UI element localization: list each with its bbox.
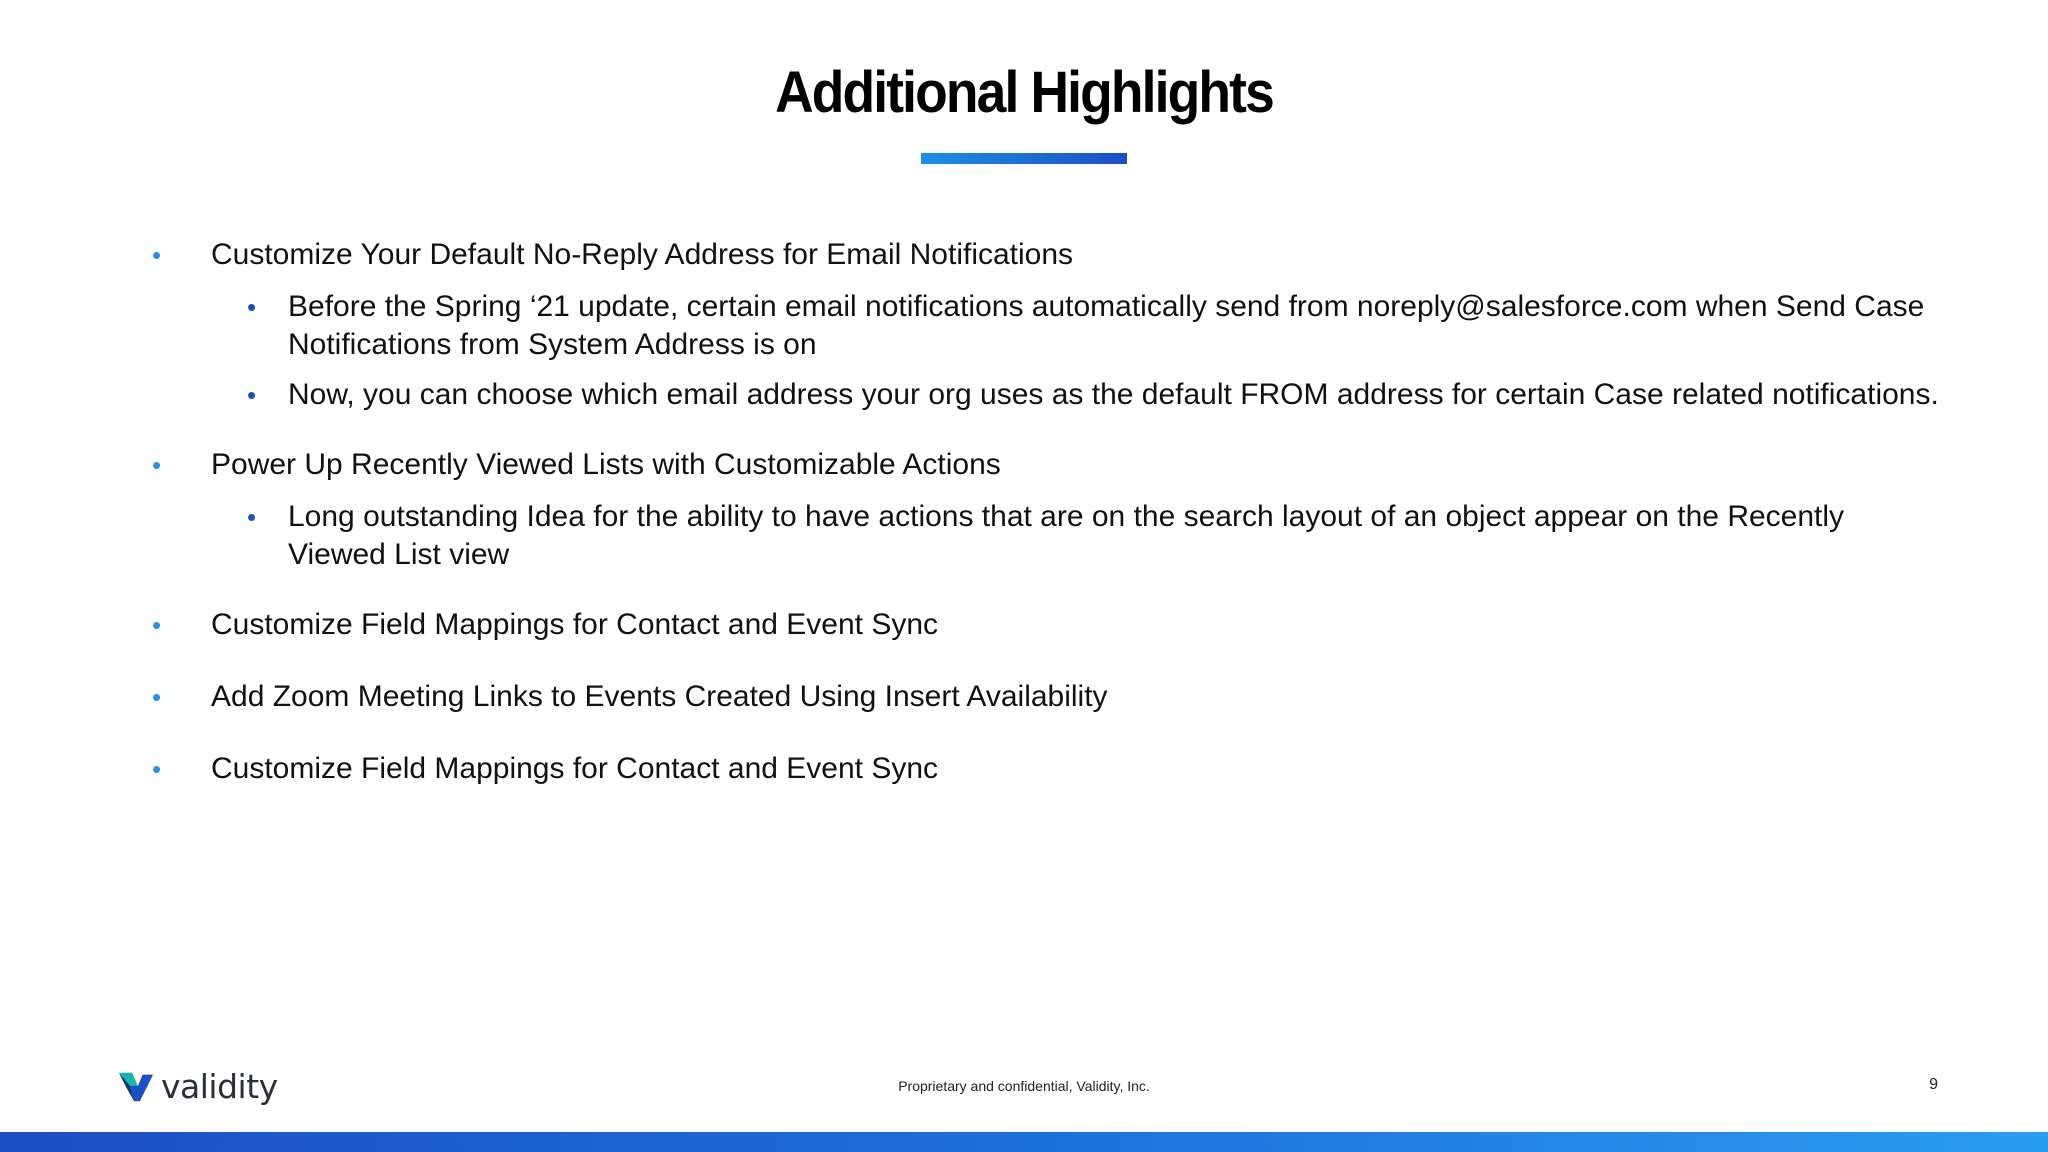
sub-bullet-item-2-1 bbox=[150, 498, 1950, 574]
bullet-dot-icon: • bbox=[152, 240, 162, 270]
title-underline bbox=[921, 153, 1127, 164]
bullet-text: Customize Your Default No-Reply Address for Email Notifications bbox=[211, 238, 1074, 271]
sub-bullet-item-1-2 bbox=[150, 376, 1950, 414]
bullet-dot-icon: • bbox=[152, 754, 162, 784]
bullet-text: Add Zoom Meeting Links to Events Created Using Insert Availability bbox=[211, 680, 1108, 713]
page-number: 9 bbox=[1929, 1076, 1938, 1093]
bullet-list bbox=[150, 236, 1950, 788]
confidential-notice: Proprietary and confidential, Validity, Inc. bbox=[898, 1078, 1150, 1094]
bottom-accent-bar bbox=[0, 1132, 2048, 1152]
sub-bullet-dot-icon: • bbox=[247, 380, 257, 410]
bullet-item-1 bbox=[150, 236, 1950, 274]
sub-bullet-text: Long outstanding Idea for the ability to have actions that are on the search layout of an object appear on the Recently Viewed List view bbox=[288, 500, 1845, 571]
bullet-dot-icon: • bbox=[152, 450, 162, 480]
bullet-item-3 bbox=[150, 606, 1950, 644]
bullet-text: Power Up Recently Viewed Lists with Customizable Actions bbox=[211, 448, 1001, 481]
bullet-item-2 bbox=[150, 446, 1950, 484]
logo-text: validity bbox=[161, 1066, 278, 1106]
sub-bullet-dot-icon: • bbox=[247, 502, 257, 532]
sub-bullet-text: Before the Spring ‘21 update, certain email notifications automatically send from noreply@salesforce.com when Send Case Notifications from System Address is on bbox=[288, 290, 1925, 361]
bullet-text: Customize Field Mappings for Contact and Event Sync bbox=[211, 608, 939, 641]
slide-title: Additional Highlights bbox=[775, 60, 1273, 125]
bullet-item-4 bbox=[150, 678, 1950, 716]
sub-bullet-item-1-1 bbox=[150, 288, 1950, 364]
sub-bullet-text: Now, you can choose which email address your org uses as the default FROM address for certain Case related notifications. bbox=[288, 378, 1939, 411]
bullet-dot-icon: • bbox=[152, 682, 162, 712]
bullet-text: Customize Field Mappings for Contact and Event Sync bbox=[211, 752, 939, 785]
sub-bullet-dot-icon: • bbox=[247, 292, 257, 322]
bullet-dot-icon: • bbox=[152, 610, 162, 640]
bullet-item-5 bbox=[150, 750, 1950, 788]
